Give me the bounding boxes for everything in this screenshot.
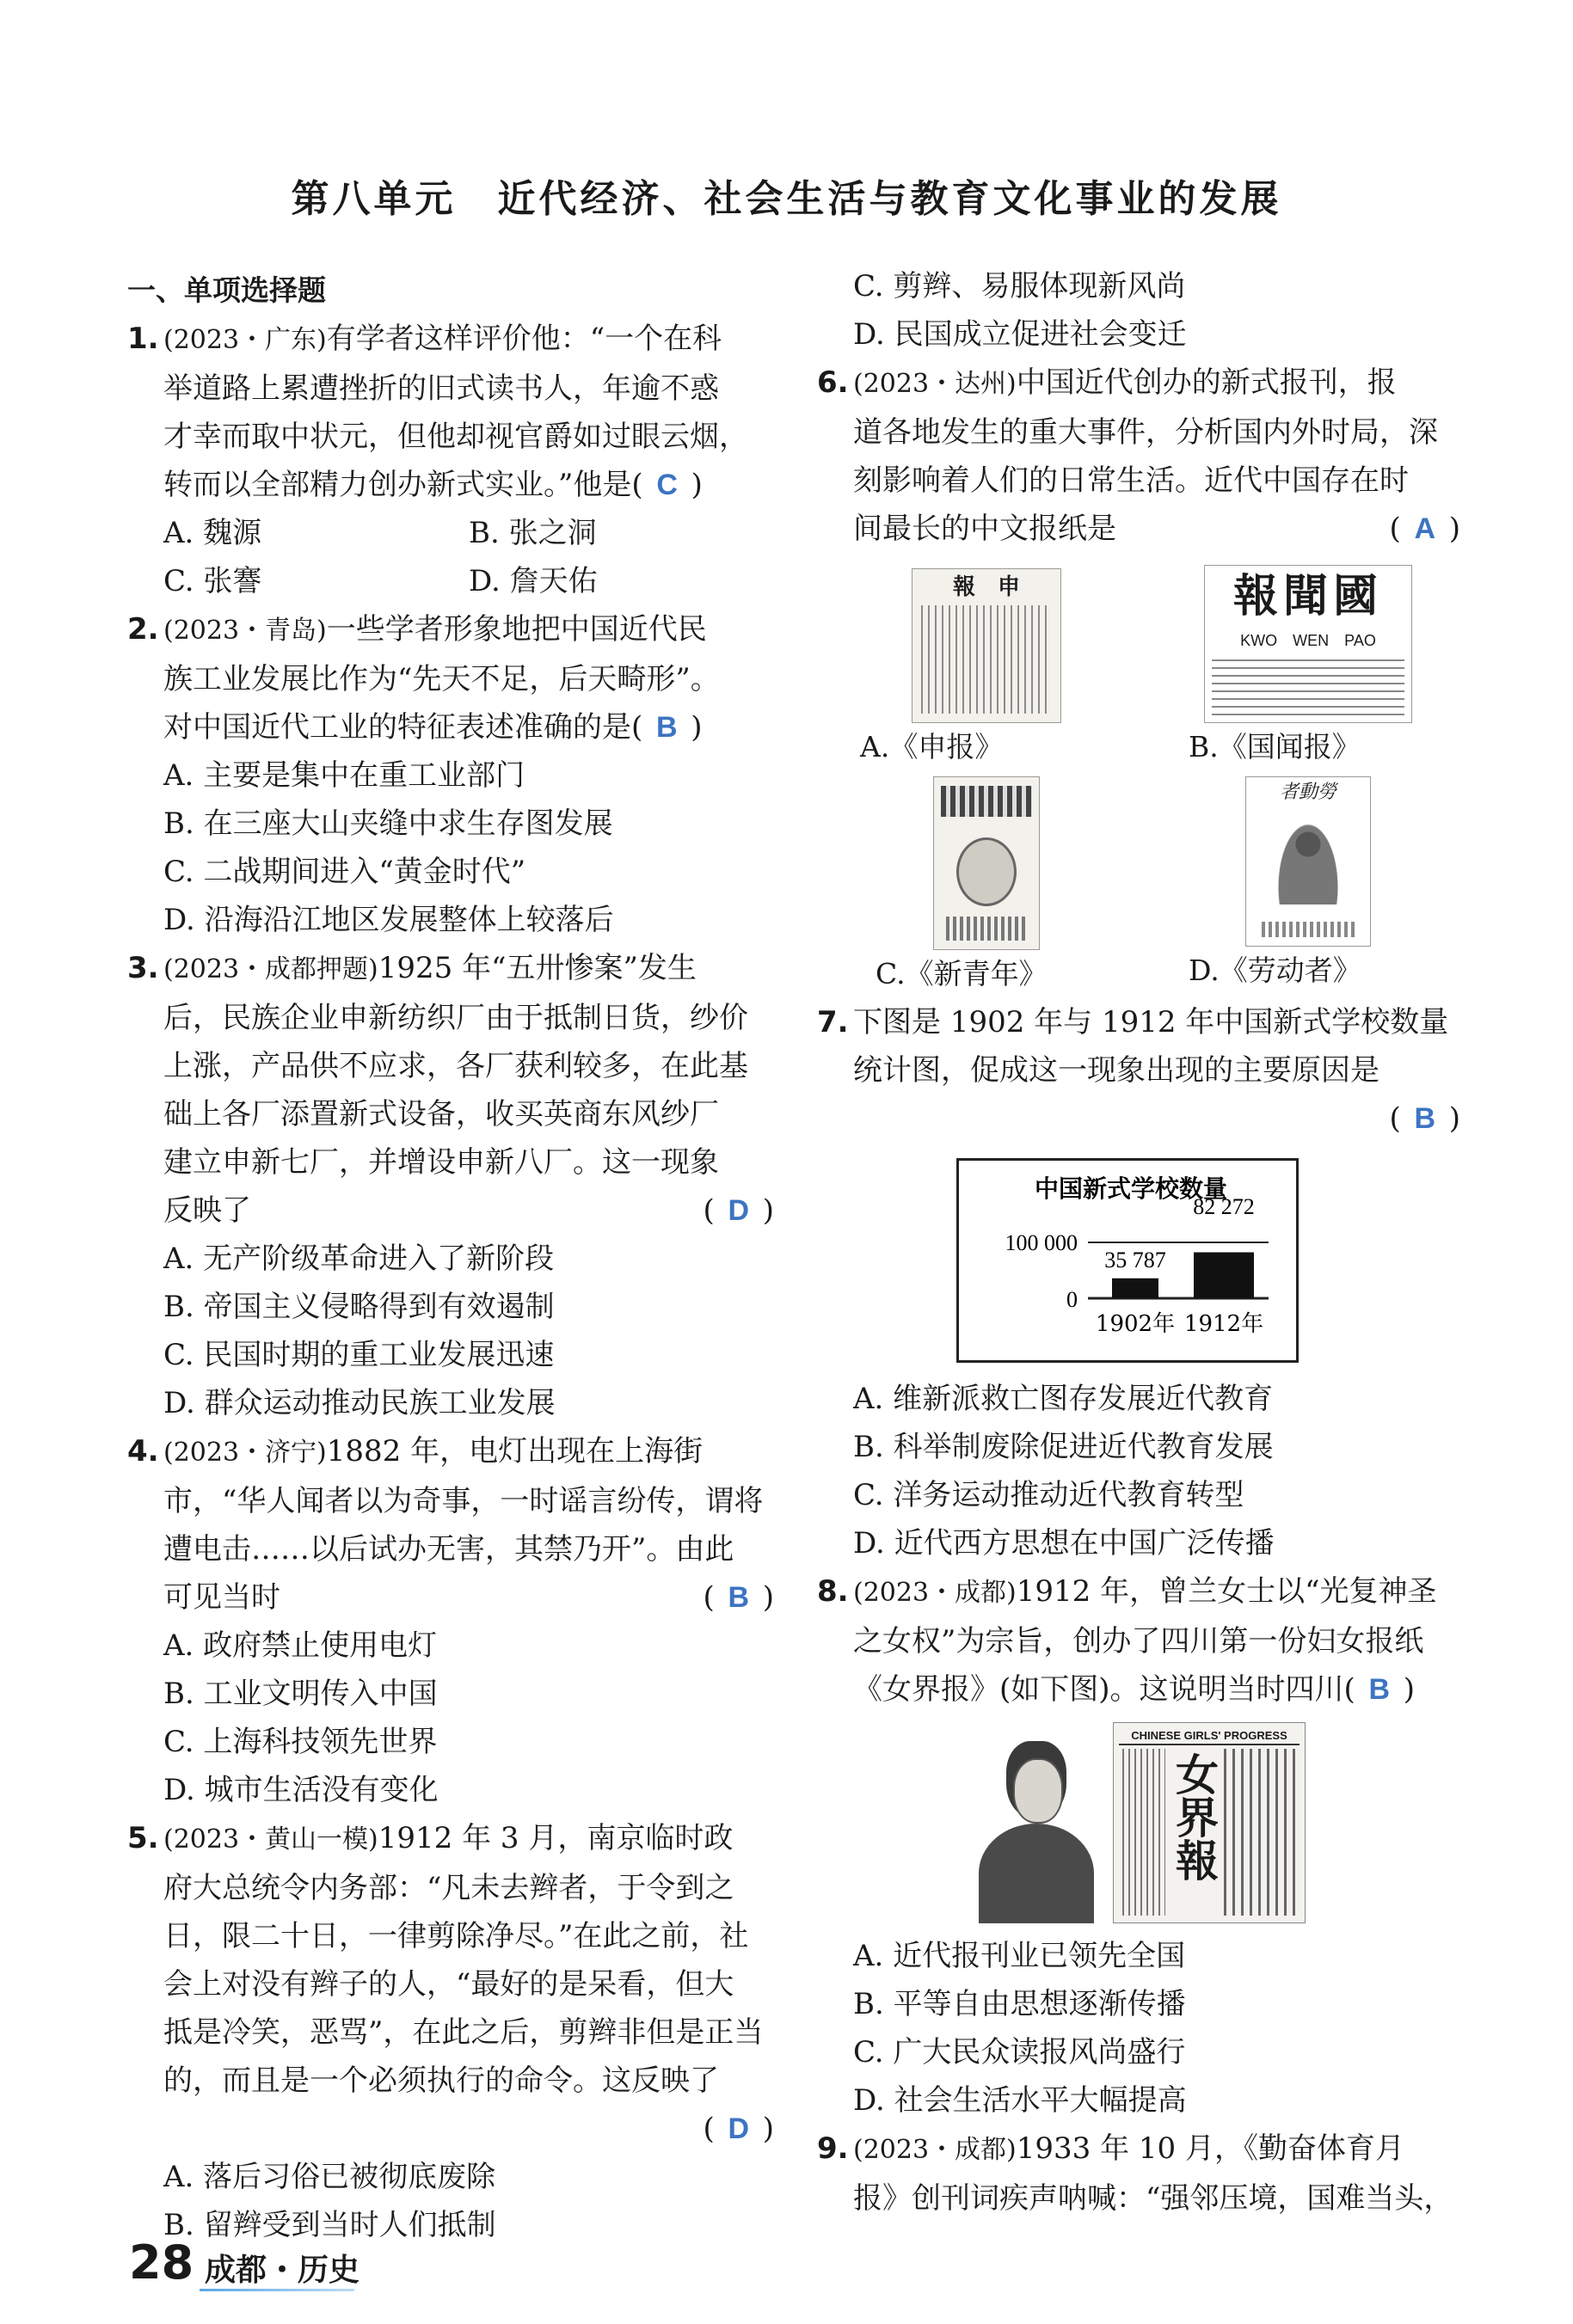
question-number: 1.: [127, 322, 159, 356]
question-text: 间最长的中文报纸是: [853, 512, 1116, 546]
answer-mark: B: [1368, 1673, 1391, 1706]
question-text: 的，而且是一个必须执行的命令。这反映了: [163, 2063, 719, 2098]
cover-text: [1262, 922, 1355, 937]
bar-1902: [1112, 1279, 1158, 1298]
question-7: 7. 下图是 1902 年与 1912 年中国新式学校数量 统计图，促成这一现象出现的主要原因是 ( B ): [817, 998, 1460, 1143]
nvjiebao-masthead: 女界報: [1169, 1752, 1220, 1881]
question-text: 族工业发展比作为“先天不足，后天畸形”。: [163, 662, 720, 696]
cover-portrait: [956, 837, 1017, 906]
question-6: 6. (2023・达州)中国近代创办的新式报刊，报 道各地发生的重大事件，分析国内外时局，深 刻影响着人们的日常生活。近代中国存在时 间最长的中文报纸是 ( A ): [817, 359, 1460, 553]
page-number: 28: [129, 2235, 194, 2290]
option: A. 近代报刊业已领先全国: [853, 1939, 1186, 1973]
portrait-robe: [979, 1824, 1094, 1923]
question-text: 可见当时: [163, 1580, 280, 1615]
question-9: [817, 2125, 1460, 2223]
newsprint-right: [1224, 1749, 1298, 1916]
question-text: 刻影响着人们的日常生活。近代中国存在时: [853, 463, 1409, 498]
option: B. 工业文明传入中国: [163, 1677, 438, 1711]
question-number: 3.: [127, 951, 159, 985]
question-8: 8. (2023・成都)1912 年，曾兰女士以“光复神圣 之女权”为宗旨，创办了四川第一份妇女报纸 《女界报》(如下图)。这说明当时四川( B ): [817, 1567, 1460, 1714]
answer-mark: A: [1414, 512, 1436, 545]
question-source: (2023・成都押题): [163, 954, 378, 984]
question-text: 一些学者形象地把中国近代民: [326, 612, 707, 647]
bar-value-1902: 35 787: [1104, 1248, 1166, 1272]
unit-title: 第八单元 近代经济、社会生活与教育文化事业的发展: [291, 177, 1282, 221]
option: A. 维新派救亡图存发展近代教育: [853, 1382, 1274, 1416]
option: C. 张謇: [163, 564, 262, 598]
option: A. 主要是集中在重工业部门: [163, 758, 525, 793]
option: A. 无产阶级革命进入了新阶段: [163, 1242, 555, 1276]
question-text: 报》创刊词疾声呐喊：“强邻压境，国难当头，: [853, 2181, 1453, 2216]
question-text: 对中国近代工业的特征表述准确的是: [163, 710, 631, 745]
left-column: [127, 267, 774, 2249]
question-text: 建立申新七厂，并增设申新八厂。这一现象: [163, 1145, 719, 1180]
question-number: 9.: [817, 2131, 849, 2166]
question-text: 下图是 1902 年与 1912 年中国新式学校数量: [853, 1005, 1449, 1039]
shenbao-masthead: 報 申: [952, 574, 1020, 600]
guowenbao-image: [1204, 565, 1412, 723]
answer-mark: B: [655, 711, 678, 744]
question-text: 1912 年 3 月，南京临时政: [378, 1821, 734, 1855]
answer-mark: D: [728, 2112, 750, 2145]
question-source: (2023・达州): [853, 369, 1017, 399]
x-tick-1912: 1912年: [1183, 1311, 1264, 1337]
question-number: 8.: [817, 1574, 849, 1609]
option: D.《劳动者》: [1189, 954, 1361, 987]
option: D. 沿海沿江地区发展整体上较落后: [163, 903, 614, 937]
question-2: 2. (2023・青岛)一些学者形象地把中国近代民 族工业发展比作为“先天不足，后天畸形”。 对中国近代工业的特征表述准确的是( B ): [127, 605, 774, 751]
option: B.《国闻报》: [1189, 730, 1361, 763]
section-heading: 一、单项选择题: [127, 273, 326, 307]
option: B. 张之洞: [469, 516, 597, 550]
question-text: 遭电击……以后试办无害，其禁乃开”。由此: [163, 1532, 734, 1567]
option: A.《申报》: [860, 730, 1004, 763]
option: C. 上海科技领先世界: [163, 1725, 438, 1759]
question-text: 后，民族企业申新纺织厂由于抵制日货，纱价: [163, 1001, 748, 1035]
shenbao-image: [912, 568, 1061, 723]
option: A. 落后习俗已被彻底废除: [163, 2160, 496, 2194]
zeng-lan-portrait: [972, 1736, 1101, 1923]
xinqingnian-figure: [834, 771, 1139, 998]
question-number: 5.: [127, 1821, 159, 1855]
option: D. 城市生活没有变化: [163, 1773, 439, 1807]
school-count-chart: [956, 1158, 1299, 1363]
question-text: 础上各厂添置新式设备，收买英商东风纱厂: [163, 1097, 719, 1131]
footer-label: 成都・历史: [205, 2253, 360, 2288]
question-text: 1882 年，电灯出现在上海街: [326, 1434, 704, 1469]
option: A. 魏源: [163, 516, 262, 550]
question-text: 举道路上累遭挫折的旧式读书人，年逾不惑: [163, 371, 719, 406]
option: C. 洋务运动推动近代教育转型: [853, 1478, 1244, 1512]
newsprint-lines: [1212, 659, 1404, 715]
question-text: 市，“华人闻者以为奇事，一时谣言纷传，谓将: [163, 1484, 764, 1518]
option: C.《新青年》: [876, 957, 1048, 990]
worker-figure: [1275, 819, 1341, 904]
question-number: 2.: [127, 612, 159, 647]
laodongzhe-figure: [1156, 771, 1460, 998]
question-text: 有学者这样评价他：“一个在科: [326, 322, 722, 356]
newspaper-images: [834, 561, 1460, 998]
guowenbao-masthead: 國聞報: [1232, 570, 1383, 622]
question-text: 中国近代创办的新式报刊，报: [1016, 365, 1397, 400]
question-source: (2023・青岛): [163, 616, 327, 646]
question-text: 上涨，产品供不应求，各厂获利较多，在此基: [163, 1049, 748, 1083]
laodongzhe-image: [1245, 776, 1371, 947]
option: B. 科举制废除促进近代教育发展: [853, 1430, 1274, 1464]
shenbao-figure: [834, 561, 1139, 771]
question-text: 1925 年“五卅惨案”发生: [378, 951, 697, 985]
question-5: 5. (2023・黄山一模)1912 年 3 月，南京临时政 府大总统令内务部：“凡未去辫者，于令到之 日，限二十日，一律剪除净尽。”在此之前，社 会上对没有辫子的人，“最好的是呆看，但大 抵是冷笑，恶骂”，在此之后，剪辫非但是正当 的，而且是一个必须执行的命令。这反映了 ( D ): [127, 1814, 774, 2153]
newsprint-columns: [921, 605, 1052, 714]
guowenbao-figure: [1156, 561, 1460, 771]
question-text: 《女界报》(如下图)。这说明当时四川: [853, 1672, 1344, 1707]
question-text: 道各地发生的重大事件，分析国内外时局，深: [853, 415, 1438, 450]
option: D. 近代西方思想在中国广泛传播: [853, 1526, 1275, 1561]
newsprint-left: [1122, 1749, 1165, 1916]
question-source: (2023・黄山一模): [163, 1824, 378, 1855]
question-text: 转而以全部精力创办新式实业。”他是: [163, 468, 632, 502]
question-text: 日，限二十日，一律剪除净尽。”在此之前，社: [163, 1919, 749, 1953]
question-text: 反映了: [163, 1193, 251, 1228]
answer-mark: B: [728, 1581, 750, 1614]
chart-title: 中国新式学校数量: [1034, 1174, 1228, 1203]
question-number: 7.: [817, 1005, 849, 1039]
nvjiebao-images: [817, 1722, 1460, 1923]
cover-portrait-strip: [941, 786, 1032, 817]
option: A. 政府禁止使用电灯: [163, 1628, 438, 1663]
guowenbao-roman: KWO WEN PAO: [1240, 632, 1376, 649]
answer-mark: C: [656, 469, 678, 501]
option: C. 广大民众读报风尚盛行: [853, 2035, 1186, 2070]
bar-value-1912: 82 272: [1193, 1194, 1255, 1219]
option: D. 詹天佑: [469, 564, 598, 598]
question-1: 1. (2023・广东)有学者这样评价他：“一个在科 举道路上累遭挫折的旧式读书人，年逾不惑 才幸而取中状元，但他却视官爵如过眼云烟， 转而以全部精力创办新式实业。”他是( C ): [127, 315, 774, 509]
option: C. 二战期间进入“黄金时代”: [163, 855, 526, 889]
question-source: (2023・成都): [853, 2135, 1017, 2165]
option: B. 留辫受到当时人们抵制: [163, 2208, 496, 2242]
question-text: 1933 年 10 月，《勤奋体育月: [1016, 2131, 1404, 2166]
option: D. 社会生活水平大幅提高: [853, 2083, 1187, 2118]
question-text: 统计图，促成这一现象出现的主要原因是: [853, 1053, 1379, 1088]
x-tick-1902: 1902年: [1095, 1311, 1176, 1337]
question-3: 3. (2023・成都押题)1925 年“五卅惨案”发生 后，民族企业申新纺织厂由于抵制日货，纱价 上涨，产品供不应求，各厂获利较多，在此基 础上各厂添置新式设备，收买英商东风纱厂 建立申新七厂，并增设申新八厂。这一现象 反映了 ( D ): [127, 944, 774, 1235]
options-row: [127, 557, 774, 605]
question-text: 之女权”为宗旨，创办了四川第一份妇女报纸: [853, 1624, 1424, 1659]
question-number: 4.: [127, 1434, 159, 1469]
option: C. 剪辫、易服体现新风尚: [853, 269, 1186, 304]
option: D. 群众运动推动民族工业发展: [163, 1386, 556, 1420]
option: B. 在三座大山夹缝中求生存图发展: [163, 806, 613, 841]
cover-text: [946, 917, 1027, 941]
y-tick-0: 0: [1066, 1287, 1078, 1312]
question-text: 会上对没有辫子的人，“最好的是呆看，但大: [163, 1967, 734, 2002]
y-tick-100000: 100 000: [1005, 1230, 1078, 1255]
answer-mark: B: [1414, 1102, 1436, 1135]
option: B. 帝国主义侵略得到有效遏制: [163, 1290, 555, 1324]
question-text: 才幸而取中状元，但他却视官爵如过眼云烟，: [163, 420, 748, 454]
question-text: 抵是冷笑，恶骂”，在此之后，剪辫非但是正当: [163, 2015, 764, 2050]
option: D. 民国成立促进社会变迁: [853, 317, 1187, 352]
footer-underline: [200, 2289, 354, 2291]
question-number: 6.: [817, 365, 849, 400]
question-source: (2023・济宁): [163, 1438, 327, 1468]
right-column: [817, 262, 1460, 2223]
question-source: (2023・广东): [163, 325, 327, 355]
xinqingnian-image: [933, 776, 1040, 950]
question-text: 府大总统令内务部：“凡未去辫者，于令到之: [163, 1871, 734, 1905]
nvjiebao-page: [1113, 1722, 1306, 1923]
option: B. 平等自由思想逐渐传播: [853, 1987, 1186, 2021]
question-source: (2023・成都): [853, 1578, 1017, 1608]
portrait-face: [1013, 1758, 1063, 1824]
nvjiebao-banner: CHINESE GIRLS' PROGRESS: [1119, 1728, 1300, 1745]
bar-1912: [1194, 1253, 1254, 1298]
option: C. 民国时期的重工业发展迅速: [163, 1338, 555, 1372]
school-count-chart-svg: [959, 1161, 1296, 1360]
question-4: 4. (2023・济宁)1882 年，电灯出现在上海街 市，“华人闻者以为奇事，一时谣言纷传，谓将 遭电击……以后试办无害，其禁乃开”。由此 可见当时 ( B ): [127, 1427, 774, 1622]
laodongzhe-masthead: 者動勞: [1279, 782, 1336, 803]
options-row: [127, 509, 774, 557]
question-text: 1912 年，曾兰女士以“光复神圣: [1016, 1574, 1437, 1609]
answer-mark: D: [728, 1194, 750, 1227]
